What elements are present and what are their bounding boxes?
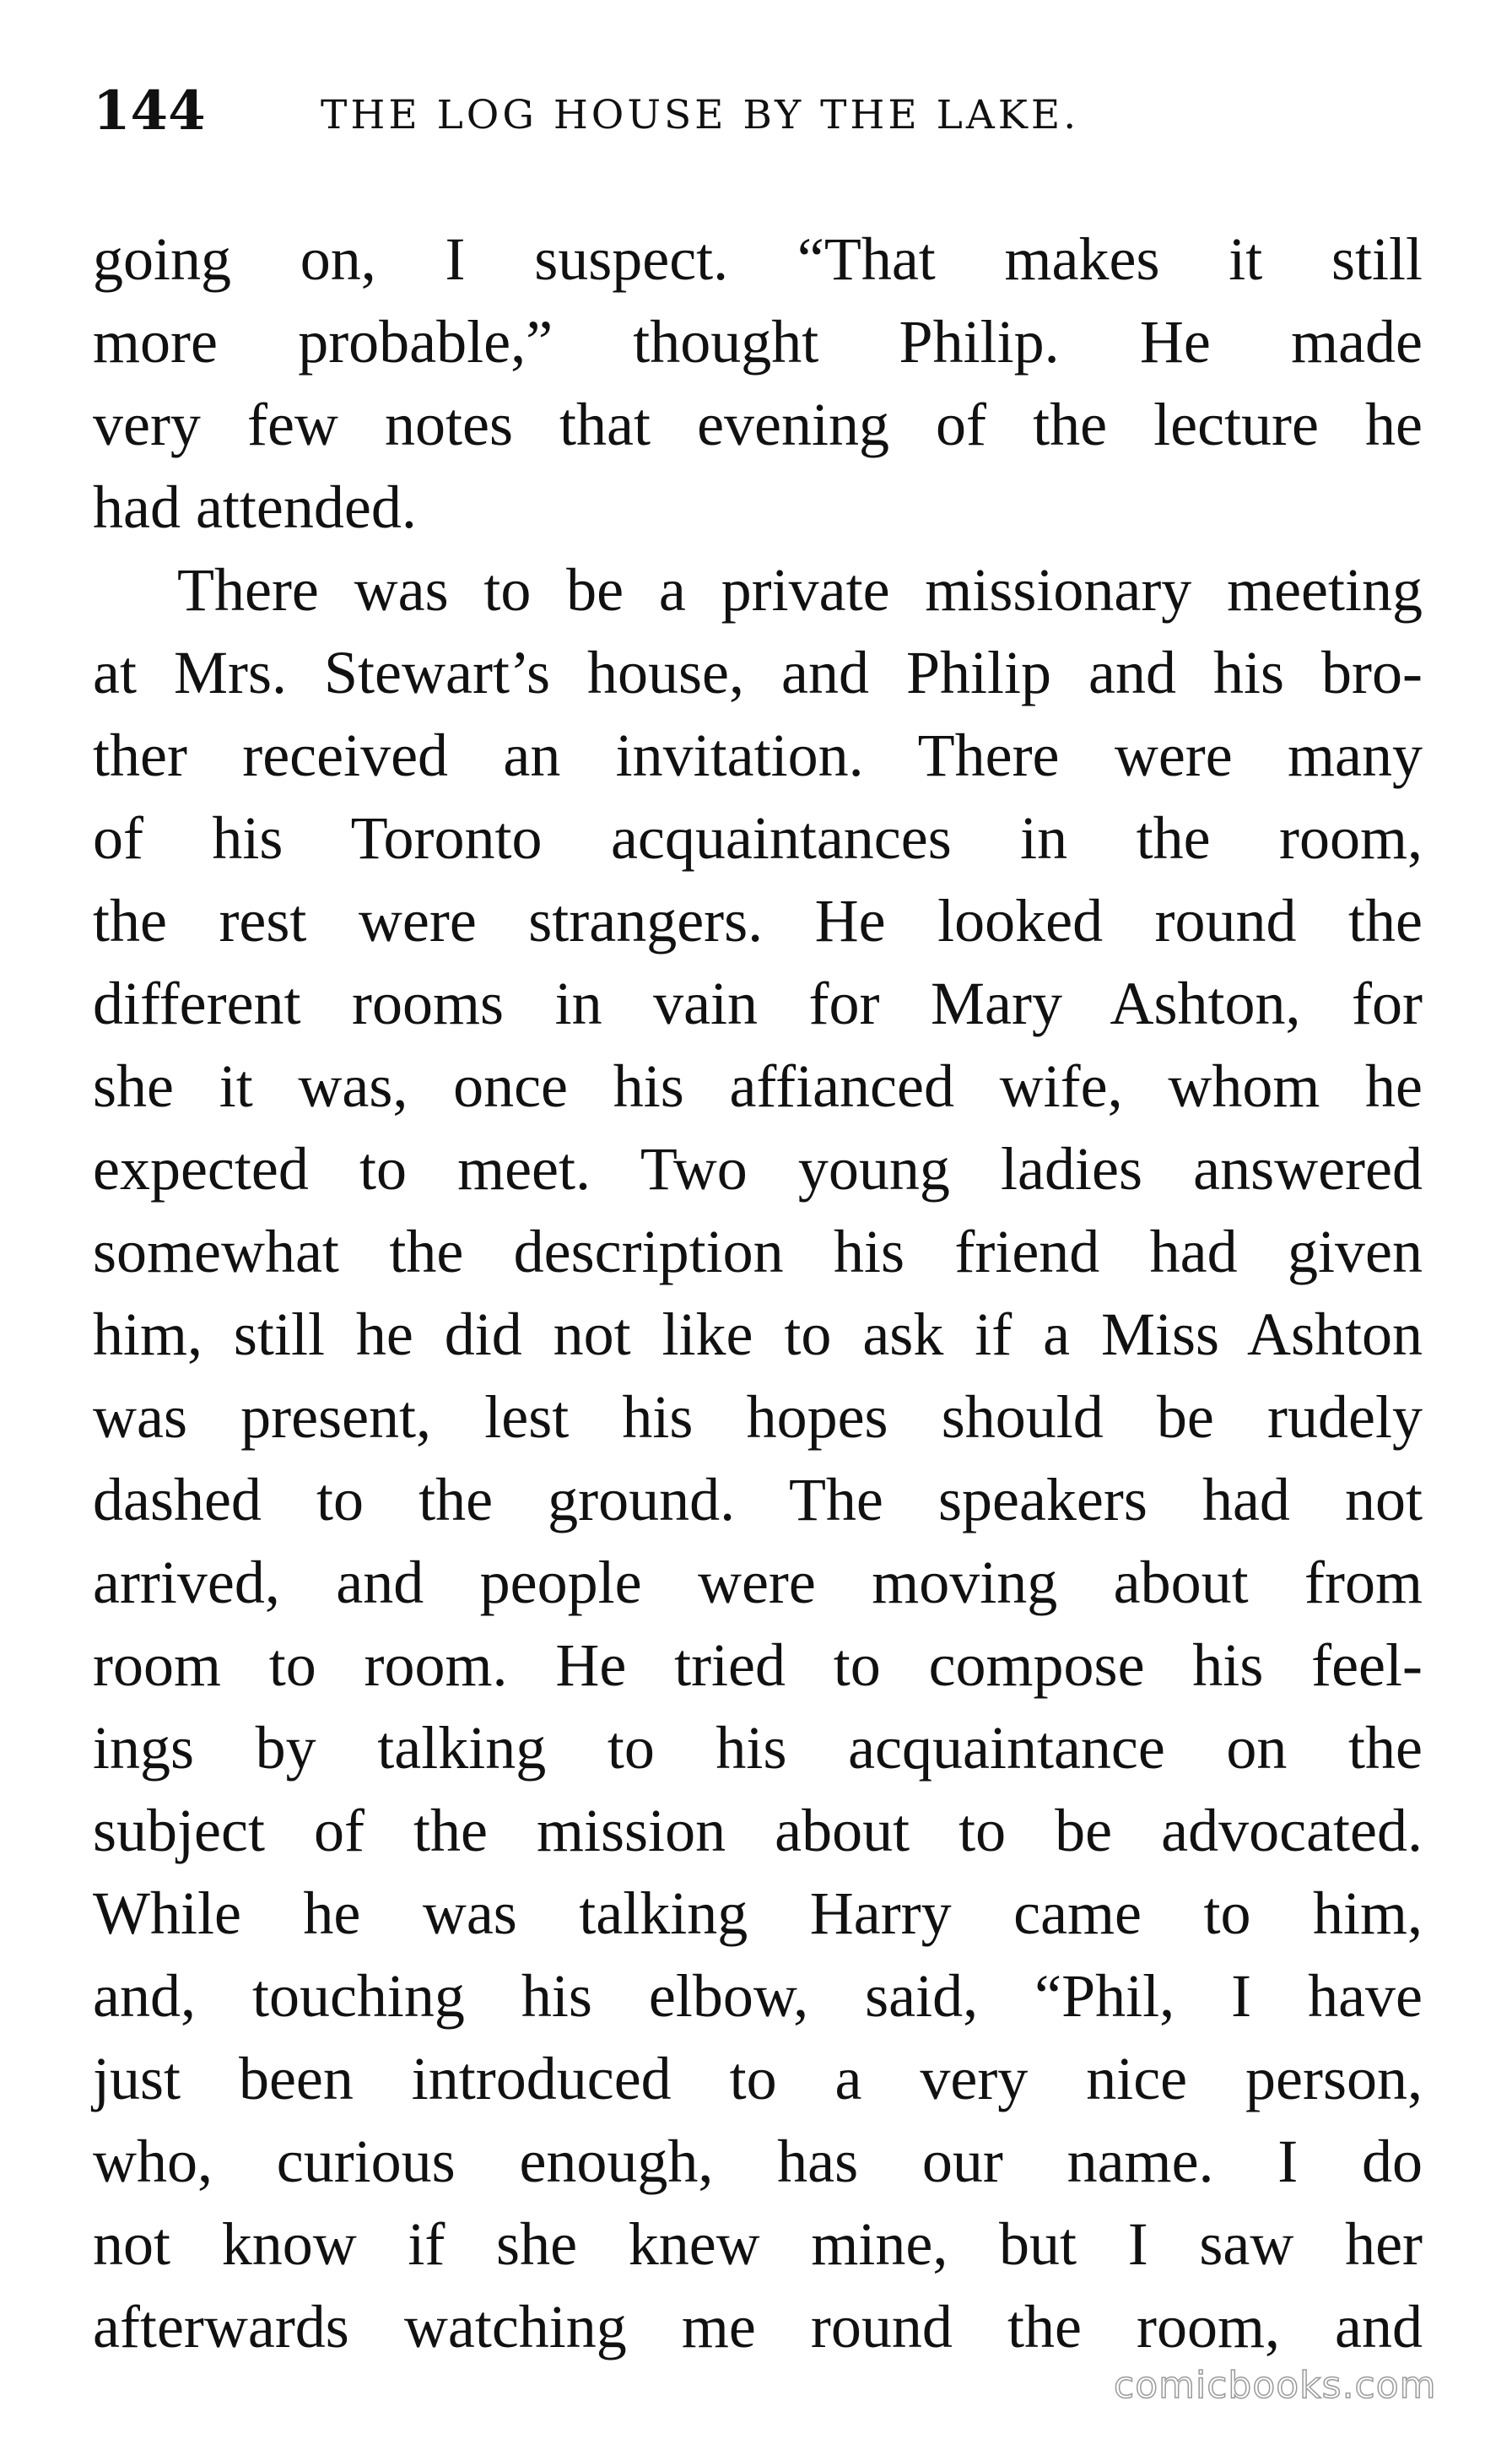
text-line: had attended.: [93, 473, 417, 541]
text-line: who, curious enough, has our name. I do: [93, 2128, 1423, 2195]
text-line: dashed to the ground. The speakers had not: [93, 1466, 1423, 1533]
text-line: the rest were strangers. He looked round the: [93, 887, 1423, 955]
text-line: expected to meet. Two young ladies answered: [93, 1135, 1423, 1203]
text-line: subject of the mission about to be advocated.: [93, 1797, 1423, 1864]
text-line: room to room. He tried to compose his feel-: [93, 1631, 1423, 1699]
page-header: [93, 78, 1443, 154]
text-line: of his Toronto acquaintances in the room,: [93, 804, 1423, 872]
text-line: There was to be a private missionary meeting: [177, 556, 1423, 624]
watermark: comicbooks.com: [1114, 2364, 1437, 2407]
text-line: arrived, and people were moving about from: [93, 1549, 1423, 1616]
text-line: very few notes that evening of the lecture he: [93, 391, 1423, 458]
text-line: just been introduced to a very nice person,: [93, 2045, 1423, 2112]
text-line: not know if she knew mine, but I saw her: [93, 2210, 1423, 2278]
text-line: was present, lest his hopes should be rudely: [93, 1383, 1423, 1451]
text-line: somewhat the description his friend had given: [93, 1218, 1423, 1285]
text-line: ther received an invitation. There were many: [93, 722, 1423, 789]
page-number: 144: [93, 79, 206, 143]
text-line: afterwards watching me round the room, and: [93, 2293, 1423, 2361]
text-line: and, touching his elbow, said, “Phil, I have: [93, 1962, 1423, 2030]
text-line: ings by talking to his acquaintance on the: [93, 1714, 1423, 1782]
text-line: different rooms in vain for Mary Ashton, for: [93, 970, 1423, 1037]
text-line: more probable,” thought Philip. He made: [93, 308, 1423, 376]
text-line: going on, I suspect. “That makes it still: [93, 225, 1423, 293]
text-line: at Mrs. Stewart’s house, and Philip and his bro-: [93, 639, 1423, 706]
text-line: While he was talking Harry came to him,: [93, 1879, 1423, 1947]
text-line: him, still he did not like to ask if a Miss Ashton: [93, 1301, 1423, 1368]
text-line: she it was, once his affianced wife, whom he: [93, 1052, 1423, 1120]
running-title: THE LOG HOUSE BY THE LAKE.: [321, 92, 1080, 138]
